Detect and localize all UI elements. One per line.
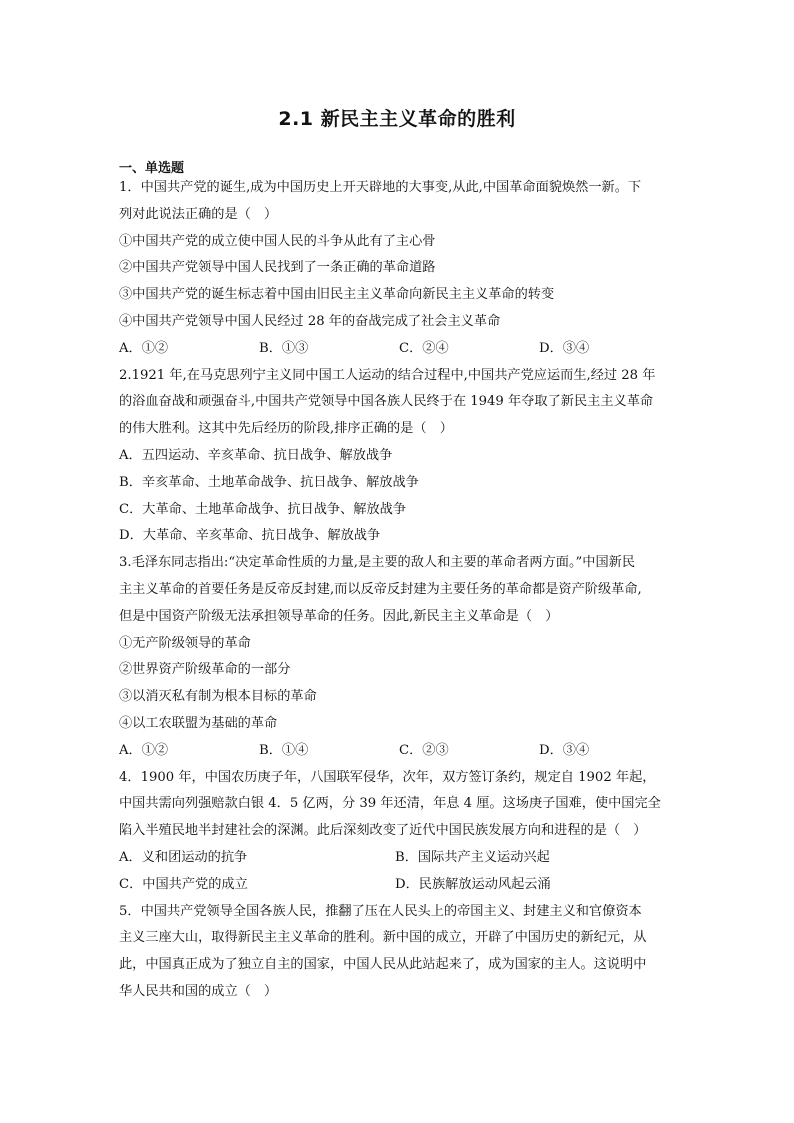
option-a: A．①② — [119, 742, 169, 758]
question-stem-line: 4．1900 年，中国农历庚子年，八国联军侵华，次年，双方签订条约，规定自 1902 年起， — [119, 769, 656, 785]
question-3 — [119, 550, 679, 764]
option-a: A．①② — [119, 340, 169, 356]
answer-options — [119, 872, 679, 899]
statement-item: ④中国共产党领导中国人民经过 28 年的奋战完成了社会主义革命 — [119, 313, 501, 329]
option-b: B．①④ — [259, 742, 309, 758]
statement-item: ①中国共产党的成立使中国人民的斗争从此有了主心骨 — [119, 233, 436, 249]
option-c: C．中国共产党的成立 — [119, 876, 248, 892]
option-c: C．大革命、土地革命战争、抗日战争、解放战争 — [119, 501, 407, 517]
statement-item: ③中国共产党的诞生标志着中国由旧民主主义革命向新民主主义革命的转变 — [119, 287, 555, 303]
question-stem-line: 3.毛泽东同志指出:“决定革命性质的力量,是主要的敌人和主要的革命者两方面。”中国新民 — [119, 555, 636, 571]
statement-item: ②中国共产党领导中国人民找到了一条正确的革命道路 — [119, 260, 436, 276]
answer-options — [119, 336, 679, 363]
question-stem-line: 2.1921 年,在马克思列宁主义同中国工人运动的结合过程中,中国共产党应运而生,经过 28 年 — [119, 367, 656, 383]
option-c: C．②③ — [399, 742, 449, 758]
question-stem-line: 5．中国共产党领导全国各族人民，推翻了压在人民头上的帝国主义、封建主义和官僚资本 — [119, 903, 642, 919]
question-stem-line: 主主义革命的首要任务是反帝反封建,而以反帝反封建为主要任务的革命都是资产阶级革命, — [119, 581, 642, 597]
option-a: A．五四运动、辛亥革命、抗日战争、解放战争 — [119, 447, 393, 463]
option-d: D．民族解放运动风起云涌 — [395, 876, 551, 892]
statement-item: ①无产阶级领导的革命 — [119, 635, 251, 651]
question-stem-line: 1．中国共产党的诞生,成为中国历史上开天辟地的大事变,从此,中国革命面貌焕然一新。下 — [119, 180, 642, 195]
question-stem-line: 华人民共和国的成立（ ） — [119, 983, 278, 999]
question-stem-line: 此，中国真正成为了独立自主的国家，中国人民从此站起来了，成为国家的主人。这说明中 — [119, 957, 647, 973]
statement-item: ②世界资产阶级革命的一部分 — [119, 662, 291, 678]
option-d: D．大革命、辛亥革命、抗日战争、解放战争 — [119, 528, 381, 544]
option-d: D．③④ — [539, 742, 590, 758]
question-4 — [119, 765, 679, 899]
question-stem-line: 的伟大胜利。这其中先后经历的阶段,排序正确的是（ ） — [119, 421, 453, 437]
question-1 — [119, 175, 679, 363]
question-stem-line: 陷入半殖民地半封建社会的深渊。此后深刻改变了近代中国民族发展方向和进程的是（ ） — [119, 823, 647, 839]
option-a: A．义和团运动的抗争 — [119, 849, 248, 865]
question-5 — [119, 899, 679, 1006]
answer-options — [119, 738, 679, 765]
option-b: B．辛亥革命、土地革命战争、抗日战争、解放战争 — [119, 474, 419, 490]
statement-item: ③以消灭私有制为根本目标的革命 — [119, 689, 317, 705]
page-title: 2.1 新民主主义革命的胜利 — [278, 108, 516, 130]
question-2 — [119, 363, 679, 551]
question-list — [119, 175, 679, 1006]
statement-item: ④以工农联盟为基础的革命 — [119, 715, 278, 731]
option-c: C．②④ — [399, 340, 449, 356]
question-stem-line: 中国共需向列强赔款白银 4．5 亿两，分 39 年还清，年息 4 厘。这场庚子国难，使中国完全 — [119, 796, 661, 812]
question-stem-line: 主义三座大山，取得新民主主义革命的胜利。新中国的成立，开辟了中国历史的新纪元，从 — [119, 930, 647, 946]
question-stem-line: 但是中国资产阶级无法承担领导革命的任务。因此,新民主主义革命是（ ） — [119, 608, 559, 624]
option-d: D．③④ — [539, 340, 590, 356]
option-b: B．①③ — [259, 340, 309, 356]
question-stem-line: 列对此说法正确的是（ ） — [119, 206, 278, 222]
option-b: B．国际共产主义运动兴起 — [395, 849, 550, 865]
question-stem-line: 的浴血奋战和顽强奋斗,中国共产党领导中国各族人民终于在 1949 年夺取了新民主主义革命 — [119, 394, 654, 410]
section-heading: 一、单选题 — [119, 161, 185, 176]
answer-options — [119, 845, 679, 872]
